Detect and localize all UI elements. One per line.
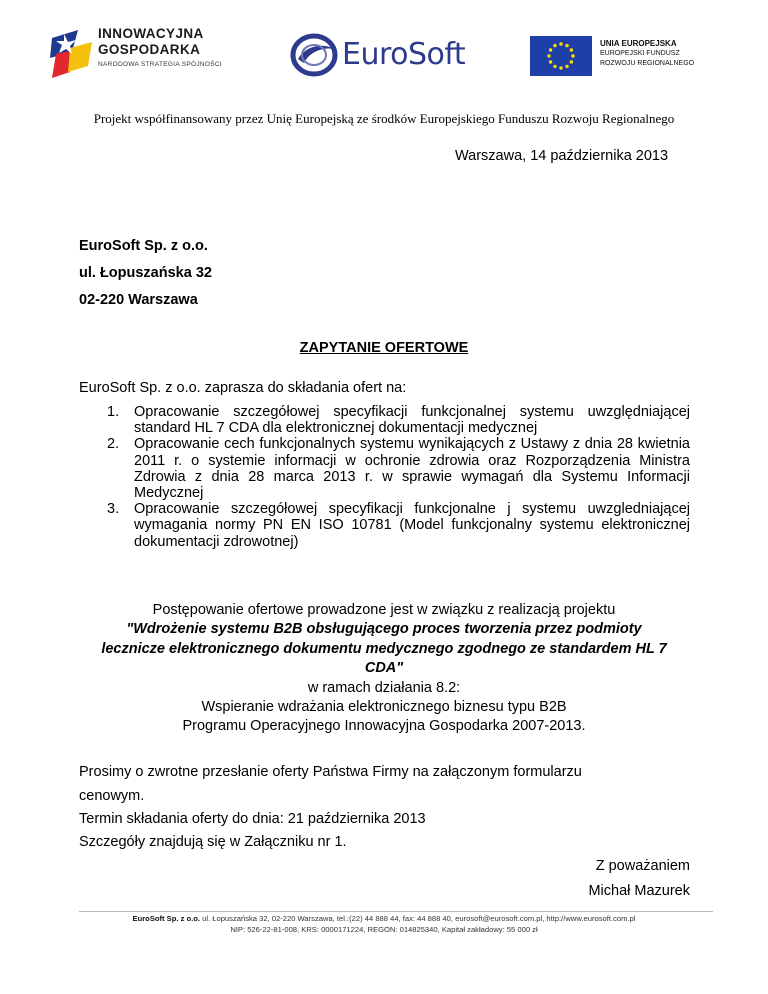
project-action: w ramach działania 8.2: — [307, 679, 461, 696]
list-item — [107, 404, 690, 436]
details-line: Szczegóły znajdują się w Załączniku nr 1. — [79, 834, 347, 850]
address-city: 02-220 Warszawa — [79, 292, 198, 308]
regards: Z poważaniem — [595, 858, 690, 874]
address-company: EuroSoft Sp. z o.o. — [79, 238, 208, 254]
project-name-line3: CDA" — [364, 660, 404, 677]
project-block — [60, 601, 708, 737]
intro-text: EuroSoft Sp. z o.o. zaprasza do składania ofert na: — [79, 380, 407, 396]
eurosoft-wordmark: EuroSoft — [342, 37, 466, 72]
footer-company: EuroSoft Sp. z o.o. — [132, 914, 201, 923]
eu-flag — [530, 36, 592, 76]
address-street: ul. Łopuszańska 32 — [79, 265, 212, 281]
footer-divider — [79, 911, 713, 912]
footer-contact: ul. Łopuszańska 32, 02-220 Warszawa, tel.:(22) 44 888 44, fax: 44 888 40, eurosoft@eurosoft.com.pl, http://www.eurosoft.com.pl — [200, 914, 636, 923]
eurosoft-swirl-icon — [290, 33, 340, 77]
ig-line2: GOSPODARKA — [98, 42, 201, 57]
footer-line1 — [0, 914, 768, 923]
list-item-number: 3. — [107, 501, 120, 518]
document-title: ZAPYTANIE OFERTOWE — [299, 340, 469, 356]
eu-line1: UNIA EUROPEJSKA — [600, 39, 677, 48]
ig-line3: NARODOWA STRATEGIA SPÓJNOŚCI — [98, 61, 222, 68]
innowacyjna-gospodarka-logo — [48, 26, 248, 82]
eu-line2: EUROPEJSKI FUNDUSZ — [600, 50, 680, 57]
list-item-number: 1. — [107, 404, 120, 420]
eurosoft-logo — [290, 33, 470, 77]
deadline-line: Termin składania oferty do dnia: 21 października 2013 — [79, 811, 426, 827]
ig-emblem-icon — [48, 28, 94, 80]
project-programme: Programu Operacyjnego Innowacyjna Gospodarka 2007-2013. — [182, 718, 586, 735]
list-item — [107, 436, 690, 501]
request-line2: cenowym. — [79, 788, 145, 804]
list-item — [107, 501, 690, 550]
project-action-name: Wspieranie wdrażania elektronicznego biznesu typu B2B — [201, 699, 567, 716]
eu-line3: ROZWOJU REGIONALNEGO — [600, 60, 695, 67]
project-name-line2: lecznicze elektronicznego dokumentu medycznego zgodnego ze standardem HL 7 — [101, 640, 667, 657]
list-item-text: Opracowanie szczegółowej specyfikacji funkcjonalnej systemu uwzględniającej standard HL 7 CDA dla elektronicznej dokumentacji medycznej — [134, 404, 690, 437]
offer-items-list — [107, 404, 690, 550]
project-intro: Postępowanie ofertowe prowadzone jest w związku z realizacją projektu — [152, 602, 616, 618]
eu-logo — [522, 28, 712, 83]
project-name-line1: "Wdrożenie systemu B2B obsługującego proces tworzenia przez podmioty — [126, 621, 642, 638]
signatory: Michał Mazurek — [588, 883, 690, 899]
cofinancing-note: Projekt współfinansowany przez Unię Europejską ze środków Europejskiego Funduszu Rozwoju Regionalnego — [93, 111, 675, 126]
request-line1: Prosimy o zwrotne przesłanie oferty Państwa Firmy na załączonym formularzu — [79, 764, 582, 780]
list-item-text: Opracowanie szczegółowej specyfikacji funkcjonalne j systemu uwzgledniającej wymagania normy PN EN ISO 10781 (Model funkcjonalny systemu elektronicznej dokumentacji zdrowotnej) — [134, 501, 690, 550]
list-item-number: 2. — [107, 436, 120, 453]
footer-line2: NIP: 526-22-81-008, KRS: 0000171224, REGON: 014825340, Kapitał zakładowy: 55 000 zł — [230, 925, 538, 934]
ig-line1: INNOWACYJNA — [98, 26, 204, 41]
date-line: Warszawa, 14 października 2013 — [455, 148, 669, 164]
eu-stars-icon — [530, 36, 592, 76]
list-item-text: Opracowanie cech funkcjonalnych systemu wynikających z Ustawy z dnia 28 kwietnia 2011 r. o systemie informacji w ochronie zdrowia oraz Rozporządzenia Ministra Zdrowia z dnia 28 marca 2013 r. w sprawie wymagań dla Systemu Informacji Medycznej — [134, 436, 690, 502]
